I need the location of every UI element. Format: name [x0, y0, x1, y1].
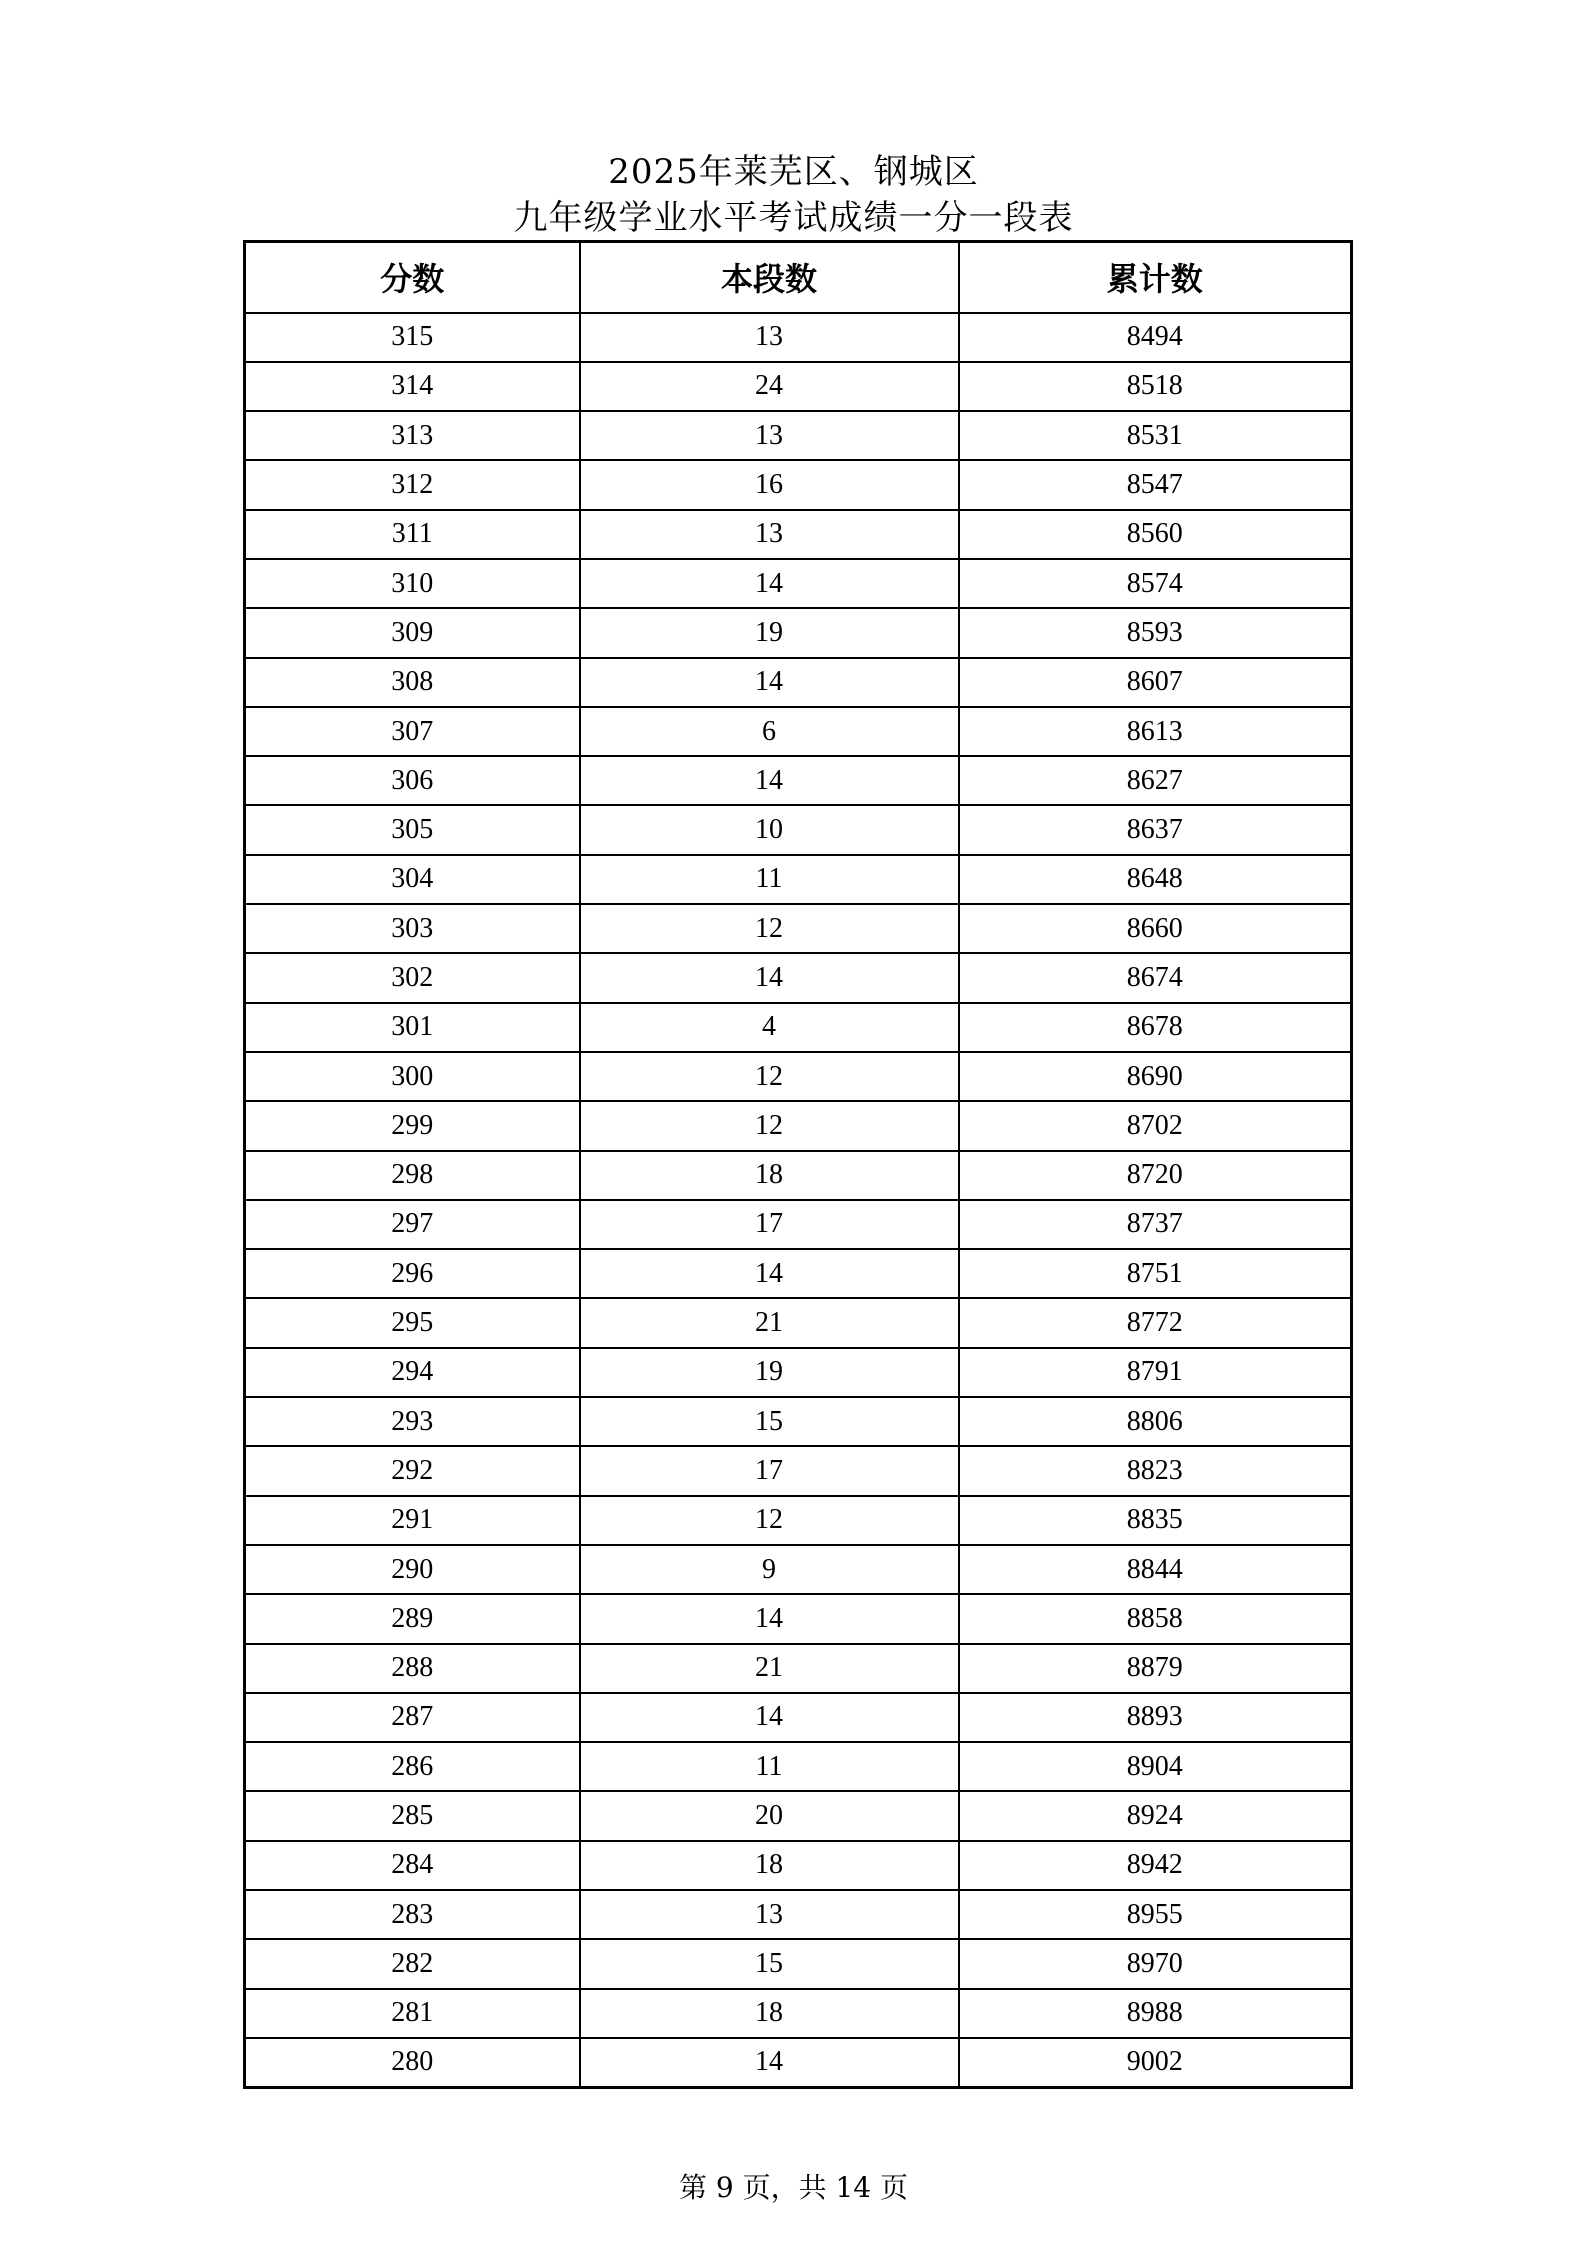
document-title-line1: 2025年莱芜区、钢城区 [608, 152, 979, 192]
table-row [245, 411, 1352, 460]
table-row [245, 362, 1352, 411]
cell-segment-count: 20 [580, 1791, 959, 1840]
cell-cumulative-count: 8835 [959, 1496, 1352, 1545]
cell-score: 302 [245, 953, 580, 1002]
cell-segment-count: 14 [580, 658, 959, 707]
cell-cumulative-count: 8494 [959, 313, 1352, 362]
cell-score: 284 [245, 1841, 580, 1890]
header-segment-count: 本段数 [580, 242, 959, 313]
table-row [245, 1397, 1352, 1446]
cell-cumulative-count: 8823 [959, 1446, 1352, 1495]
table-row [245, 658, 1352, 707]
cell-score: 282 [245, 1939, 580, 1988]
table-header-row [245, 242, 1352, 313]
cell-segment-count: 15 [580, 1397, 959, 1446]
cell-score: 312 [245, 460, 580, 509]
cell-segment-count: 14 [580, 953, 959, 1002]
table-row [245, 1644, 1352, 1693]
cell-cumulative-count: 8844 [959, 1545, 1352, 1594]
table-row [245, 1052, 1352, 1101]
cell-score: 290 [245, 1545, 580, 1594]
cell-cumulative-count: 8720 [959, 1151, 1352, 1200]
table-row [245, 805, 1352, 854]
table-row [245, 1446, 1352, 1495]
cell-segment-count: 12 [580, 1496, 959, 1545]
cell-cumulative-count: 8627 [959, 756, 1352, 805]
cell-score: 301 [245, 1003, 580, 1052]
cell-segment-count: 21 [580, 1644, 959, 1693]
cell-segment-count: 18 [580, 1989, 959, 2038]
cell-segment-count: 13 [580, 313, 959, 362]
cell-score: 281 [245, 1989, 580, 2038]
cell-cumulative-count: 8690 [959, 1052, 1352, 1101]
cell-segment-count: 17 [580, 1200, 959, 1249]
header-score: 分数 [245, 242, 580, 313]
document-title-line2: 九年级学业水平考试成绩一分一段表 [513, 198, 1074, 238]
cell-cumulative-count: 8702 [959, 1101, 1352, 1150]
cell-score: 310 [245, 559, 580, 608]
score-distribution-table [243, 240, 1353, 2089]
cell-score: 293 [245, 1397, 580, 1446]
table-row [245, 510, 1352, 559]
table-row [245, 1841, 1352, 1890]
cell-segment-count: 4 [580, 1003, 959, 1052]
cell-segment-count: 6 [580, 707, 959, 756]
cell-score: 283 [245, 1890, 580, 1939]
cell-score: 288 [245, 1644, 580, 1693]
cell-score: 291 [245, 1496, 580, 1545]
cell-cumulative-count: 8924 [959, 1791, 1352, 1840]
cell-score: 289 [245, 1594, 580, 1643]
cell-cumulative-count: 8970 [959, 1939, 1352, 1988]
table-row [245, 460, 1352, 509]
cell-score: 309 [245, 608, 580, 657]
table-row [245, 904, 1352, 953]
cell-cumulative-count: 8737 [959, 1200, 1352, 1249]
cell-cumulative-count: 8879 [959, 1644, 1352, 1693]
cell-cumulative-count: 8547 [959, 460, 1352, 509]
cell-segment-count: 21 [580, 1298, 959, 1347]
table-row [245, 608, 1352, 657]
cell-cumulative-count: 8751 [959, 1249, 1352, 1298]
cell-segment-count: 13 [580, 1890, 959, 1939]
cell-segment-count: 18 [580, 1151, 959, 1200]
cell-score: 287 [245, 1693, 580, 1742]
cell-cumulative-count: 9002 [959, 2038, 1352, 2087]
table-row [245, 1249, 1352, 1298]
table-row [245, 855, 1352, 904]
cell-score: 304 [245, 855, 580, 904]
cell-score: 306 [245, 756, 580, 805]
cell-segment-count: 13 [580, 510, 959, 559]
cell-segment-count: 11 [580, 855, 959, 904]
cell-cumulative-count: 8893 [959, 1693, 1352, 1742]
table-row [245, 756, 1352, 805]
cell-score: 307 [245, 707, 580, 756]
cell-cumulative-count: 8574 [959, 559, 1352, 608]
cell-segment-count: 13 [580, 411, 959, 460]
cell-cumulative-count: 8674 [959, 953, 1352, 1002]
cell-score: 296 [245, 1249, 580, 1298]
cell-score: 311 [245, 510, 580, 559]
cell-cumulative-count: 8531 [959, 411, 1352, 460]
cell-cumulative-count: 8660 [959, 904, 1352, 953]
cell-score: 298 [245, 1151, 580, 1200]
table-row [245, 1545, 1352, 1594]
cell-segment-count: 10 [580, 805, 959, 854]
table-row [245, 953, 1352, 1002]
cell-score: 286 [245, 1742, 580, 1791]
cell-segment-count: 9 [580, 1545, 959, 1594]
table-row [245, 1348, 1352, 1397]
cell-cumulative-count: 8772 [959, 1298, 1352, 1347]
cell-score: 280 [245, 2038, 580, 2087]
cell-segment-count: 14 [580, 756, 959, 805]
table-row [245, 707, 1352, 756]
table-row [245, 1101, 1352, 1150]
cell-score: 299 [245, 1101, 580, 1150]
cell-cumulative-count: 8942 [959, 1841, 1352, 1890]
cell-segment-count: 12 [580, 1101, 959, 1150]
cell-segment-count: 11 [580, 1742, 959, 1791]
cell-segment-count: 14 [580, 2038, 959, 2087]
cell-score: 295 [245, 1298, 580, 1347]
table-row [245, 1594, 1352, 1643]
cell-cumulative-count: 8678 [959, 1003, 1352, 1052]
cell-score: 292 [245, 1446, 580, 1495]
header-cumulative-count: 累计数 [959, 242, 1352, 313]
cell-cumulative-count: 8593 [959, 608, 1352, 657]
cell-score: 297 [245, 1200, 580, 1249]
cell-score: 313 [245, 411, 580, 460]
cell-cumulative-count: 8560 [959, 510, 1352, 559]
table-row [245, 313, 1352, 362]
cell-cumulative-count: 8613 [959, 707, 1352, 756]
table-row [245, 1151, 1352, 1200]
table-row [245, 1939, 1352, 1988]
cell-segment-count: 17 [580, 1446, 959, 1495]
cell-score: 305 [245, 805, 580, 854]
table-row [245, 1693, 1352, 1742]
cell-score: 285 [245, 1791, 580, 1840]
table-row [245, 1791, 1352, 1840]
cell-cumulative-count: 8955 [959, 1890, 1352, 1939]
cell-segment-count: 14 [580, 1594, 959, 1643]
cell-cumulative-count: 8648 [959, 855, 1352, 904]
table-row [245, 1742, 1352, 1791]
cell-cumulative-count: 8904 [959, 1742, 1352, 1791]
cell-score: 315 [245, 313, 580, 362]
cell-segment-count: 19 [580, 608, 959, 657]
cell-segment-count: 14 [580, 1693, 959, 1742]
cell-segment-count: 24 [580, 362, 959, 411]
cell-cumulative-count: 8518 [959, 362, 1352, 411]
cell-segment-count: 12 [580, 1052, 959, 1101]
cell-cumulative-count: 8637 [959, 805, 1352, 854]
cell-cumulative-count: 8988 [959, 1989, 1352, 2038]
table-body [245, 313, 1352, 2088]
table-row [245, 559, 1352, 608]
table-row [245, 1200, 1352, 1249]
table-row [245, 1989, 1352, 2038]
table-row [245, 1496, 1352, 1545]
cell-segment-count: 19 [580, 1348, 959, 1397]
cell-score: 303 [245, 904, 580, 953]
cell-cumulative-count: 8858 [959, 1594, 1352, 1643]
cell-segment-count: 16 [580, 460, 959, 509]
table-row [245, 2038, 1352, 2087]
table-row [245, 1298, 1352, 1347]
cell-score: 300 [245, 1052, 580, 1101]
cell-segment-count: 14 [580, 559, 959, 608]
cell-segment-count: 18 [580, 1841, 959, 1890]
table-row [245, 1003, 1352, 1052]
cell-score: 314 [245, 362, 580, 411]
cell-cumulative-count: 8607 [959, 658, 1352, 707]
cell-score: 294 [245, 1348, 580, 1397]
page-footer: 第 9 页，共 14 页 [678, 2171, 909, 2204]
cell-cumulative-count: 8791 [959, 1348, 1352, 1397]
cell-segment-count: 14 [580, 1249, 959, 1298]
table-row [245, 1890, 1352, 1939]
cell-segment-count: 15 [580, 1939, 959, 1988]
cell-segment-count: 12 [580, 904, 959, 953]
cell-score: 308 [245, 658, 580, 707]
cell-cumulative-count: 8806 [959, 1397, 1352, 1446]
